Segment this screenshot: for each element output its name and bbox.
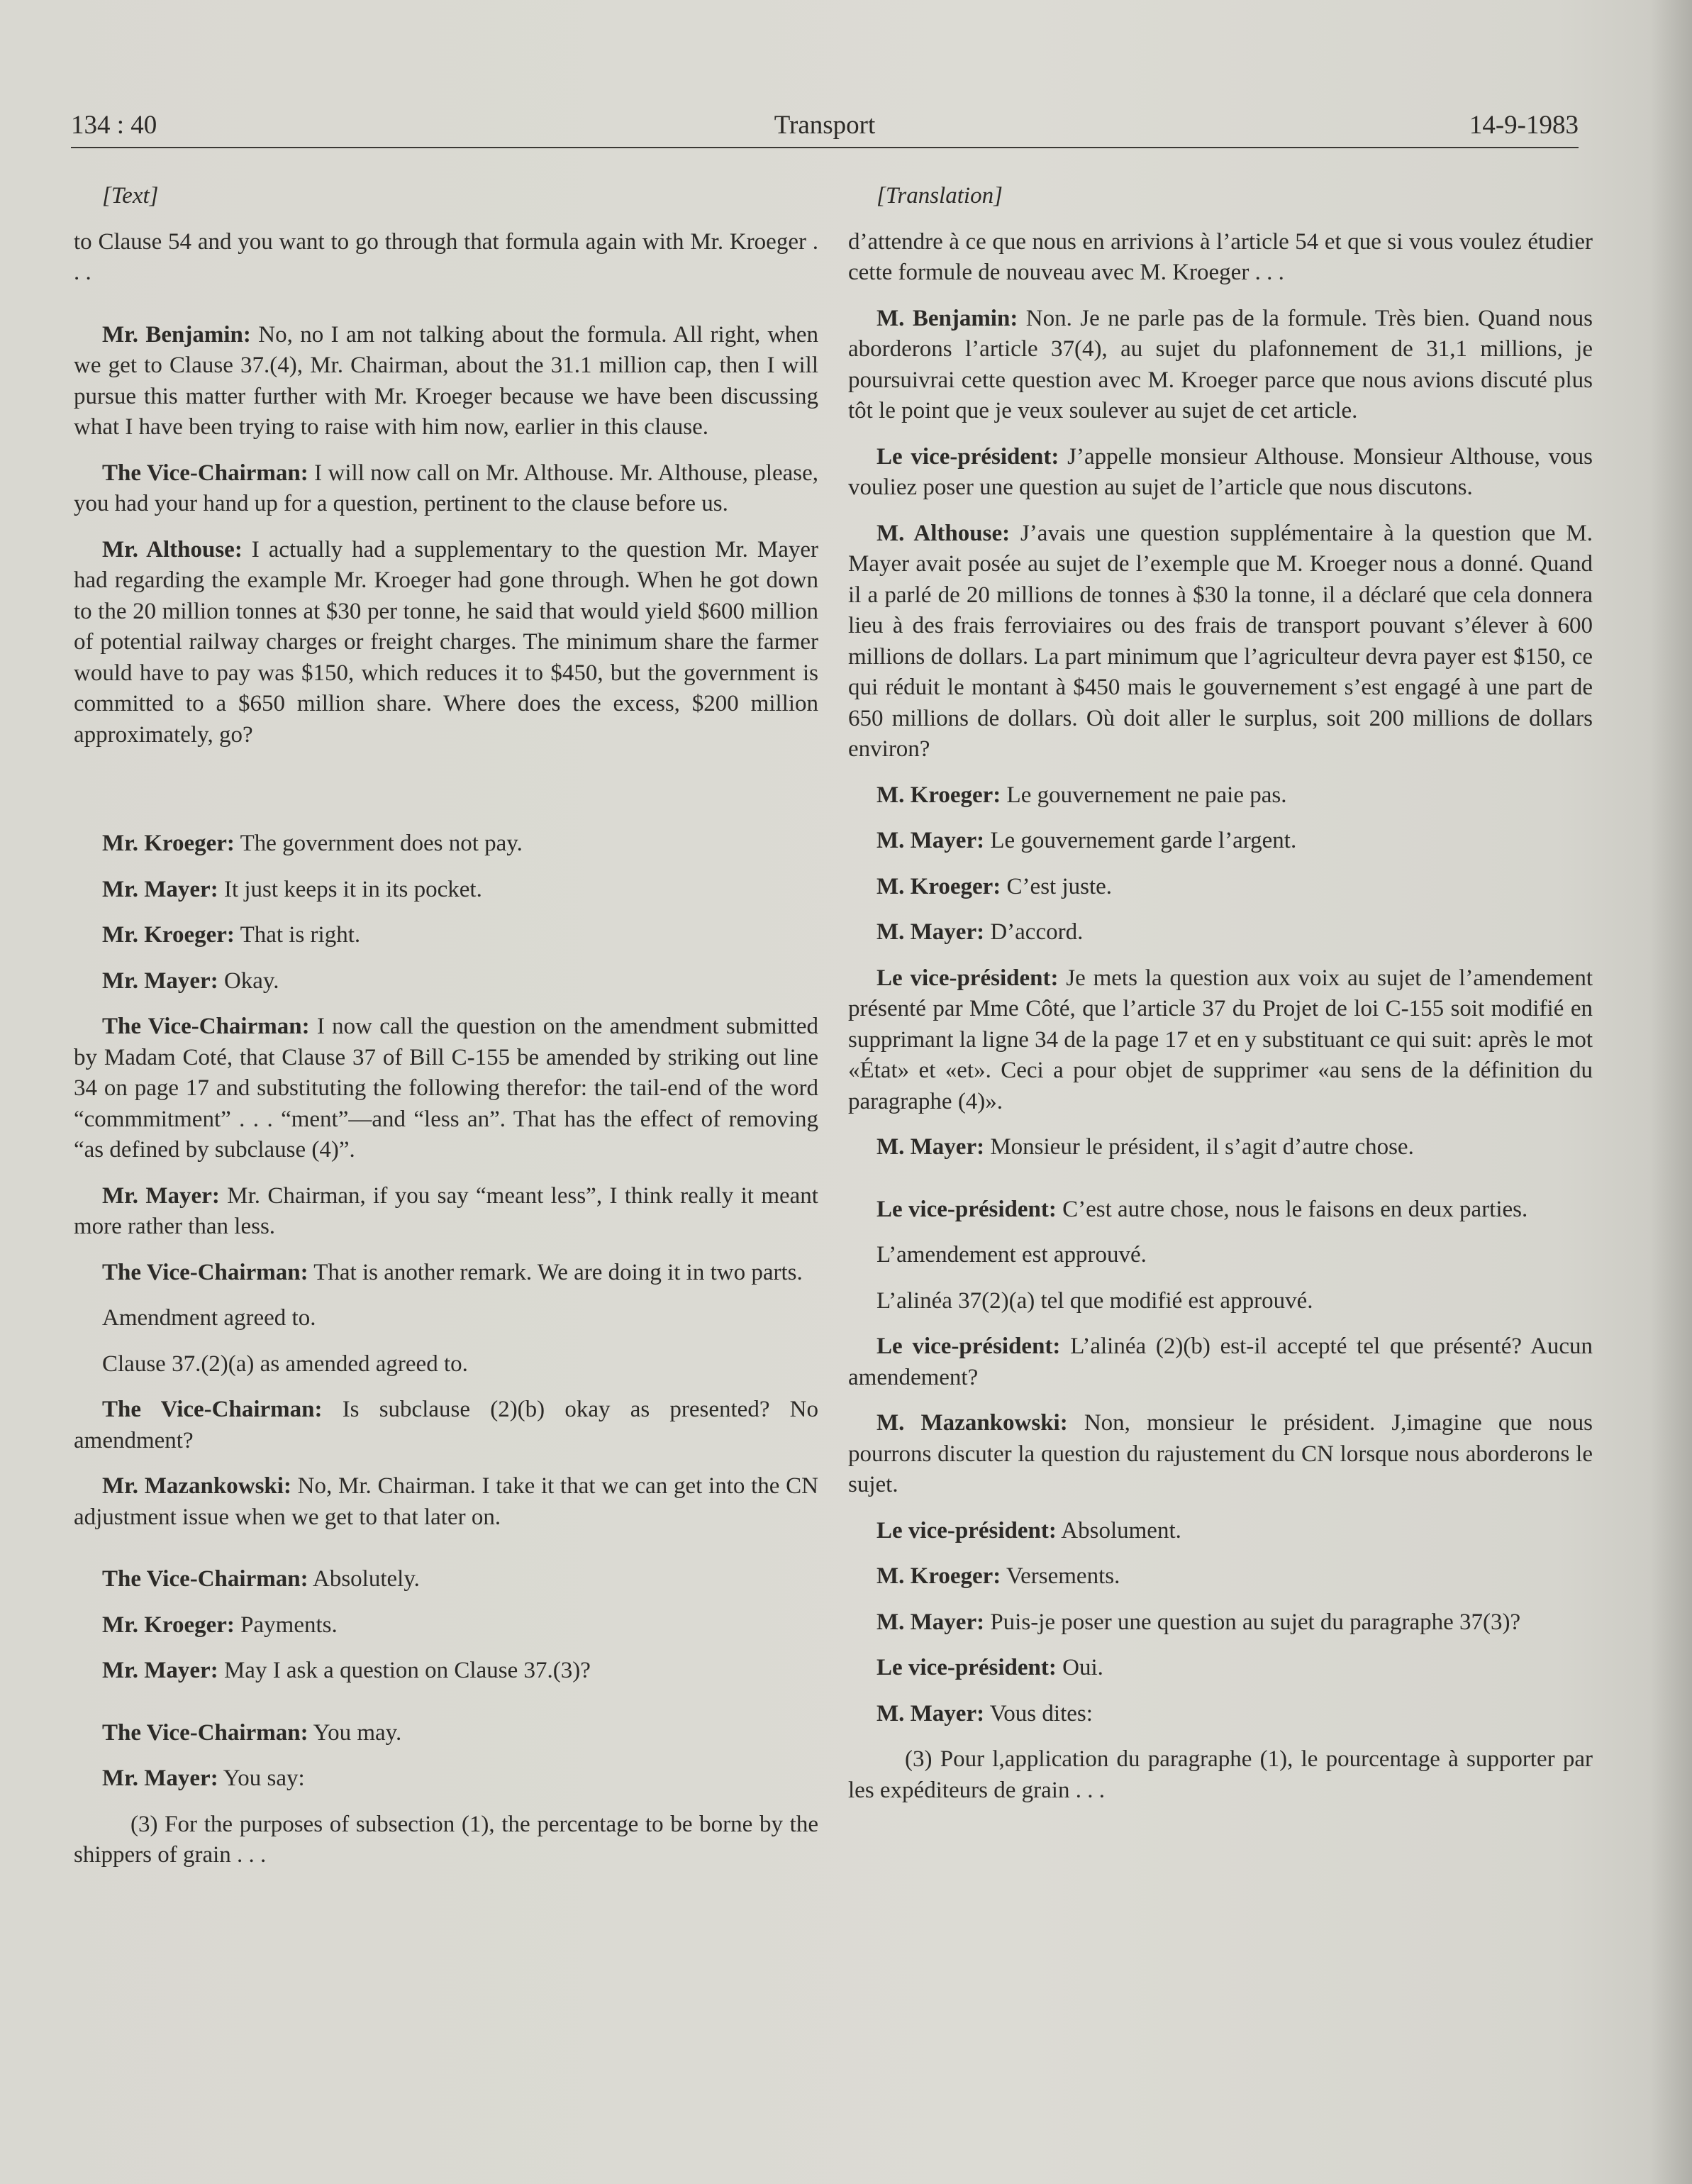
paragraph-text: It just keeps it in its pocket. <box>218 876 482 902</box>
page-number: 134 : 40 <box>71 111 157 140</box>
speaker: M. Althouse: <box>876 520 1011 546</box>
paragraph-text: Monsieur le président, il s’agit d’autre chose. <box>984 1134 1414 1160</box>
paragraph <box>848 519 1593 765</box>
speaker: Mr. Mayer: <box>102 1766 218 1791</box>
paragraph <box>848 1561 1593 1592</box>
speaker: Mr. Mazankowski: <box>102 1473 291 1499</box>
paragraph <box>848 442 1593 504</box>
column-heading-text: [Text] <box>102 183 159 209</box>
paragraph-text: Clause 37.(2)(a) as amended agreed to. <box>102 1351 468 1377</box>
paragraph-text: Absolument. <box>1056 1517 1181 1543</box>
speaker: Mr. Althouse: <box>102 536 243 562</box>
speaker: M. Benjamin: <box>876 305 1018 331</box>
paragraph <box>74 828 818 860</box>
speaker: M. Kroeger: <box>876 1563 1001 1589</box>
paragraph <box>74 1718 818 1749</box>
speaker: M. Mayer: <box>876 1700 985 1726</box>
paragraph <box>848 1607 1593 1639</box>
paragraph-text: d’attendre à ce que nous en arrivions à l’article 54 et que si vous voulez étudier cette formule de nouveau avec M. Kroeger . . . <box>848 228 1593 285</box>
speaker: Le vice-président: <box>876 443 1059 470</box>
paragraph <box>848 780 1593 811</box>
paragraph-text: I will now call on Mr. Althouse. Mr. Althouse, please, you had your hand up for a question, pertinent to the clause before us. <box>74 460 818 516</box>
speaker: Mr. Kroeger: <box>102 831 235 856</box>
header-rule <box>71 147 1579 148</box>
paragraph <box>848 1194 1593 1226</box>
paragraph-text: to Clause 54 and you want to go through that formula again with Mr. Kroeger . . . <box>74 228 818 285</box>
paragraph <box>848 826 1593 857</box>
paragraph-text: Puis-je poser une question au sujet du paragraphe 37(3)? <box>984 1609 1521 1635</box>
paragraph-text: You may. <box>308 1719 402 1746</box>
paragraph <box>848 1516 1593 1547</box>
paragraph <box>74 1471 818 1533</box>
paragraph-text: L’alinéa (2)(b) est-il accepté tel que présenté? Aucun amendement? <box>848 1334 1593 1390</box>
speaker: M. Kroeger: <box>876 782 1001 808</box>
speaker: Le vice-président: <box>876 1655 1057 1680</box>
paragraph <box>848 1653 1593 1684</box>
speaker: The Vice-Chairman: <box>102 1014 310 1039</box>
paragraph <box>74 1181 818 1243</box>
paragraph-text: Versements. <box>1001 1563 1120 1589</box>
paragraph <box>74 535 818 751</box>
quoted-text <box>848 1744 1593 1806</box>
paragraph <box>74 1349 818 1380</box>
paragraph-text: (3) Pour l,application du paragraphe (1), le pourcentage à supporter par les expéditeurs de grain . . . <box>848 1746 1593 1803</box>
speaker: Mr. Kroeger: <box>102 922 235 948</box>
speaker: The Vice-Chairman: <box>102 1397 323 1422</box>
page-date: 14-9-1983 <box>1469 111 1579 140</box>
page-spine-shadow <box>1649 0 1692 2184</box>
paragraph-text: Payments. <box>234 1612 338 1638</box>
paragraph-text: You say: <box>218 1766 305 1791</box>
speaker: Le vice-président: <box>876 965 1059 991</box>
speaker: The Vice-Chairman: <box>102 460 308 486</box>
speaker: The Vice-Chairman: <box>102 1719 308 1746</box>
page-title: Transport <box>774 111 876 140</box>
paragraph <box>848 1408 1593 1501</box>
paragraph <box>848 1240 1593 1271</box>
paragraph <box>74 1564 818 1595</box>
paragraph-text: No, no I am not talking about the formula. All right, when we get to Clause 37.(4), Mr. Chairman, about the 31.1 million cap, then I will pursue this matter further with Mr. Kroeger because we have been discussing what I have been trying to raise with him now, earlier in this clause. <box>74 321 819 440</box>
paragraph-text: That is right. <box>234 922 361 948</box>
speaker: Mr. Mayer: <box>102 1182 220 1209</box>
paragraph-text: Le gouvernement ne paie pas. <box>1001 782 1287 808</box>
speaker: Mr. Kroeger: <box>102 1612 235 1638</box>
paragraph <box>74 1763 818 1795</box>
paragraph-text: Mr. Chairman, if you say “meant less”, I think really it meant more rather than less. <box>74 1182 818 1239</box>
paragraph <box>74 458 818 520</box>
paragraph <box>848 1286 1593 1317</box>
paragraph <box>848 963 1593 1118</box>
paragraph <box>74 320 818 443</box>
paragraph <box>848 1132 1593 1163</box>
paragraph-text: L’amendement est approuvé. <box>876 1242 1147 1268</box>
paragraph <box>74 227 818 289</box>
speaker: M. Mayer: <box>876 1134 985 1160</box>
paragraph <box>848 872 1593 903</box>
paragraph-text: D’accord. <box>984 919 1084 945</box>
speaker: The Vice-Chairman: <box>102 1566 308 1592</box>
speaker: M. Mayer: <box>876 1609 985 1635</box>
speaker: Mr. Benjamin: <box>102 321 251 348</box>
paragraph <box>74 1656 818 1687</box>
paragraph <box>848 227 1593 289</box>
speaker: Mr. Mayer: <box>102 1658 218 1683</box>
paragraph <box>848 304 1593 427</box>
paragraph-text: That is another remark. We are doing it in two parts. <box>308 1259 803 1285</box>
running-head <box>71 110 1579 147</box>
paragraph-text: (3) For the purposes of subsection (1), the percentage to be borne by the shippers of grain . . . <box>74 1811 818 1868</box>
paragraph-text: I actually had a supplementary to the question Mr. Mayer had regarding the example Mr. Kroeger had gone through. When he got down to the 20 million tonnes at $30 per tonne, he said that would yield $600 million of potential railway charges or freight charges. The minimum share the farmer would have to pay was $150, which reduces it to $450, but the government is committed to a $650 million share. Where does the excess, $200 million approximately, go? <box>74 536 818 748</box>
paragraph-text: Le gouvernement garde l’argent. <box>984 828 1297 853</box>
paragraph-text: May I ask a question on Clause 37.(3)? <box>218 1658 591 1683</box>
paragraph-text: The government does not pay. <box>234 831 523 856</box>
paragraph-text: Oui. <box>1056 1655 1103 1680</box>
paragraph <box>848 917 1593 948</box>
paragraph <box>74 1395 818 1456</box>
paragraph-text: Je mets la question aux voix au sujet de l’amendement présenté par Mme Côté, que l’article 37 du Projet de loi C-155 soit modifié en supprimant la ligne 34 de la page 17 et en y substituant ce qui suit: après le mot «État» et «et». Ceci a pour objet de supprimer «au sens de la définition du paragraphe (4)». <box>848 965 1593 1114</box>
column-heading-text: [Translation] <box>876 183 1003 209</box>
paragraph-text: I now call the question on the amendment submitted by Madam Coté, that Clause 37 of Bill C-155 be amended by striking out line 34 on page 17 and substituting the following therefor: the tail-end of the word “commmitment” . . . “ment”—and “less an”. That has the effect of removing “as defined by subclause (4)”. <box>74 1014 818 1163</box>
speaker: Le vice-président: <box>876 1517 1057 1543</box>
paragraph-text: J’appelle monsieur Althouse. Monsieur Althouse, vous vouliez poser une question au sujet de l’article que nous discutons. <box>848 443 1593 500</box>
paragraph-text: No, Mr. Chairman. I take it that we can get into the CN adjustment issue when we get to that later on. <box>74 1473 819 1530</box>
paragraph <box>848 1699 1593 1730</box>
paragraph-text: Amendment agreed to. <box>102 1305 316 1331</box>
speaker: Mr. Mayer: <box>102 968 218 994</box>
paragraph <box>74 920 818 951</box>
speaker: M. Mazankowski: <box>876 1410 1068 1436</box>
paragraph-text: Non. Je ne parle pas de la formule. Très bien. Quand nous aborderons l’article 37(4), au sujet du plafonnement de 31,1 millions, je poursuivrai cette question avec M. Kroeger parce que nous avions discuté plus tôt le point que je veux soulever au sujet de cet article. <box>848 305 1593 423</box>
paragraph-text: C’est autre chose, nous le faisons en deux parties. <box>1056 1196 1528 1222</box>
speaker: M. Mayer: <box>876 828 985 853</box>
paragraph-text: J’avais une question supplémentaire à la question que M. Mayer avait posée au sujet de l’exemple que M. Kroeger nous a donné. Quand il a parlé de 20 millions de tonnes à $30 la tonne, il a déclaré que cela donnera lieu à des frais ferroviaires ou des frais de transport pouvant s’élever à 600 millions de dollars. La part minimum que l’agriculteur devra payer est $150, ce qui réduit le montant à $450 mais le gouvernement s’est engagé à une part de 650 millions de dollars. Où doit aller le surplus, soit 200 millions de dollars environ? <box>848 520 1593 762</box>
paragraph <box>74 1303 818 1334</box>
paragraph <box>74 1258 818 1289</box>
speaker: The Vice-Chairman: <box>102 1259 308 1285</box>
speaker: Le vice-président: <box>876 1334 1061 1359</box>
paragraph-text: Absolutely. <box>308 1566 420 1592</box>
paragraph <box>848 1331 1593 1393</box>
french-column <box>848 181 1593 1821</box>
paragraph <box>74 875 818 906</box>
paragraph <box>74 1011 818 1166</box>
paragraph-text: C’est juste. <box>1001 873 1113 899</box>
paragraph-text: Is subclause (2)(b) okay as presented? No amendment? <box>74 1397 818 1453</box>
quoted-text <box>74 1809 818 1871</box>
paragraph <box>74 966 818 997</box>
paragraph-text: Vous dites: <box>984 1700 1093 1726</box>
speaker: Mr. Mayer: <box>102 876 218 902</box>
paragraph-text: L’alinéa 37(2)(a) tel que modifié est approuvé. <box>876 1287 1313 1314</box>
paragraph-text: Non, monsieur le président. J,imagine que nous pourrons discuter la question du rajustement du CN lorsque nous aborderons le sujet. <box>848 1410 1593 1497</box>
speaker: M. Mayer: <box>876 919 985 945</box>
speaker: M. Kroeger: <box>876 873 1001 899</box>
speaker: Le vice-président: <box>876 1196 1057 1222</box>
paragraph-text: Okay. <box>218 968 279 994</box>
english-column <box>74 181 818 1886</box>
paragraph <box>74 1610 818 1641</box>
